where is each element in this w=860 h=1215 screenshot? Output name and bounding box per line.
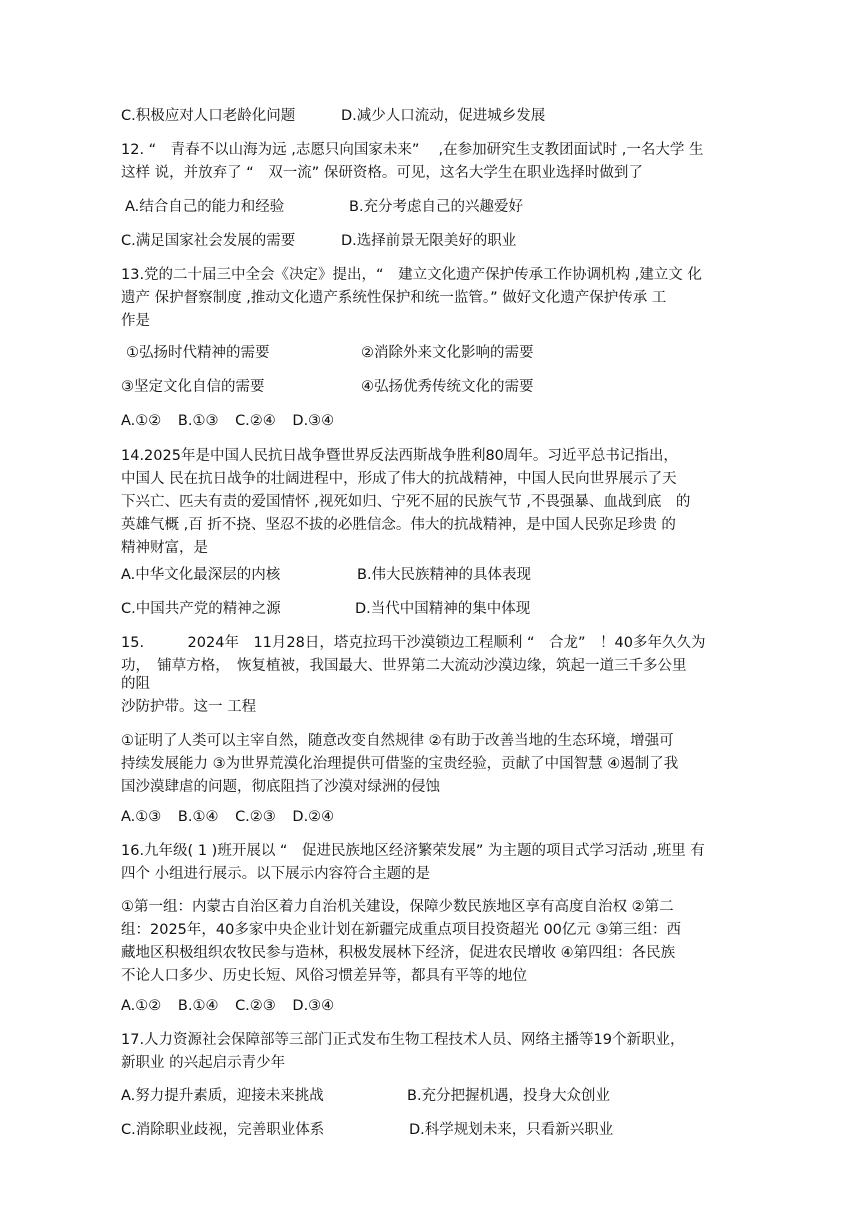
q13-item-3: ③坚定文化自信的需要: [121, 379, 265, 395]
q17-stem-line2: 新职业 的兴起启示青少年: [121, 1055, 286, 1071]
q16-stem-line2: 四个 小组进行展示。以下展示内容符合主题的是: [121, 866, 431, 882]
q15-choice-b: B.①④: [177, 809, 219, 825]
q12-option-b: B.充分考虑自己的兴趣爱好: [349, 199, 524, 215]
q16-stem-line1: 16.九年级( 1 )班开展以 “ 促进民族地区经济繁荣发展” 为主题的项目式学习活动 ,班里 有: [121, 843, 705, 859]
q17-option-b: B.充分把握机遇，投身大众创业: [407, 1088, 611, 1104]
q16-statements-line1: ①第一组：内蒙古自治区着力自治机关建设，保障少数民族地区享有高度自治权 ②第二: [121, 899, 674, 915]
q14-stem-line5: 精神财富，是: [121, 540, 208, 556]
q12-option-d: D.选择前景无限美好的职业: [341, 233, 517, 249]
q17-option-a: A.努力提升素质，迎接未来挑战: [121, 1088, 324, 1104]
q15-choice-c: C.②③: [235, 809, 276, 825]
q13-stem-line2: 遗产 保护督察制度 ,推动文化遗产系统性保护和统一监管。” 做好文化遗产保护传承 工: [121, 290, 667, 306]
q13-choice-b: B.①③: [177, 413, 219, 429]
q16-choice-b: B.①④: [177, 998, 219, 1014]
q14-option-c: C.中国共产党的精神之源: [121, 601, 281, 617]
q13-choices: [121, 410, 346, 432]
q14-option-a: A.中华文化最深层的内核: [121, 567, 281, 583]
q14-stem-line3: 下兴亡、匹夫有责的爱国情怀 ,视死如归、宁死不屈的民族气节 ,不畏强暴、血战到底 的: [121, 494, 691, 510]
q15-stem-line3: 的阻: [121, 676, 150, 692]
q16-statements-line4: 不论人口多少、历史长短、风俗习惯差异等，都具有平等的地位: [121, 968, 527, 984]
q12-stem-line1: 12. “ 青春不以山海为远 ,志愿只向国家未来” ,在参加研究生支教团面试时 ,一名大学 生: [121, 142, 704, 158]
q13-item-1: ①弘扬时代精神的需要: [126, 345, 270, 361]
q15-statements-line1: ①证明了人类可以主宰自然，随意改变自然规律 ②有助于改善当地的生态环境，增强可: [121, 733, 674, 749]
q12-option-a: A.结合自己的能力和经验: [125, 199, 285, 215]
q14-stem-line2: 中国人 民在抗日战争的壮阔进程中，形成了伟大的抗战精神，中国人民向世界展示了天: [121, 471, 677, 487]
q13-stem-line3: 作是: [121, 313, 150, 329]
q16-choice-c: C.②③: [235, 998, 276, 1014]
q16-statements-line3: 藏地区积极组织农牧民参与造林，积极发展林下经济，促进农民增收 ④第四组：各民族: [121, 945, 676, 961]
q13-choice-a: A.①②: [121, 413, 162, 429]
q12-option-c: C.满足国家社会发展的需要: [121, 233, 296, 249]
q15-stem-line2: 功， 铺草方格， 恢复植被，我国最大、世界第二大流动沙漠边缘，筑起一道三千多公里: [121, 658, 687, 674]
q12-stem-line2: 这样 说，并放弃了 “ 双一流” 保研资格。可见，这名大学生在职业选择时做到了: [121, 165, 643, 181]
q17-stem-line1: 17.人力资源社会保障部等三部门正式发布生物工程技术人员、网络主播等19个新职业，: [121, 1032, 685, 1048]
q11-option-d: D.减少人口流动，促进城乡发展: [341, 108, 546, 124]
q13-choice-c: C.②④: [235, 413, 276, 429]
q16-choice-d: D.③④: [292, 998, 335, 1014]
q17-option-d: D.科学规划未来，只看新兴职业: [409, 1122, 614, 1138]
q17-option-c: C.消除职业歧视，完善职业体系: [121, 1122, 325, 1138]
q13-choice-d: D.③④: [292, 413, 335, 429]
q15-statements-line2: 持续发展能力 ③为世界荒漠化治理提供可借鉴的宝贵经验，贡献了中国智慧 ④遏制了我: [121, 756, 679, 772]
q13-stem-line1: 13.党的二十届三中全会《决定》提出，“ 建立文化遗产保护传承工作协调机构 ,建立文 化: [121, 267, 702, 283]
q16-choice-a: A.①②: [121, 998, 162, 1014]
q14-stem-line4: 英雄气概 ,百 折不挠、坚忍不拔的必胜信念。伟大的抗战精神，是中国人民弥足珍贵 的: [121, 517, 676, 533]
q15-stem-line4: 沙防护带。这一 工程: [121, 699, 257, 715]
q14-option-d: D.当代中国精神的集中体现: [355, 601, 531, 617]
q15-choices: [121, 806, 346, 828]
q11-option-c: C.积极应对人口老龄化问题: [121, 108, 296, 124]
q16-choices: [121, 995, 346, 1017]
q15-stem-line1: 15. 2024年 11月28日，塔克拉玛干沙漠锁边工程顺利 “ 合龙” ！40多年久久为: [121, 635, 706, 651]
q14-stem-line1: 14.2025年是中国人民抗日战争暨世界反法西斯战争胜利80周年。习近平总书记指出，: [121, 448, 678, 464]
q14-option-b: B.伟大民族精神的具体表现: [357, 567, 532, 583]
q16-statements-line2: 组：2025年，40多家中央企业计划在新疆完成重点项目投资超光 00亿元 ③第三组：西: [121, 922, 682, 938]
q15-statements-line3: 国沙漠肆虐的问题，彻底阻挡了沙漠对绿洲的侵蚀: [121, 779, 440, 795]
q13-item-4: ④弘扬优秀传统文化的需要: [361, 379, 534, 395]
q15-choice-d: D.②④: [292, 809, 335, 825]
q15-choice-a: A.①③: [121, 809, 162, 825]
q13-item-2: ②消除外来文化影响的需要: [361, 345, 534, 361]
